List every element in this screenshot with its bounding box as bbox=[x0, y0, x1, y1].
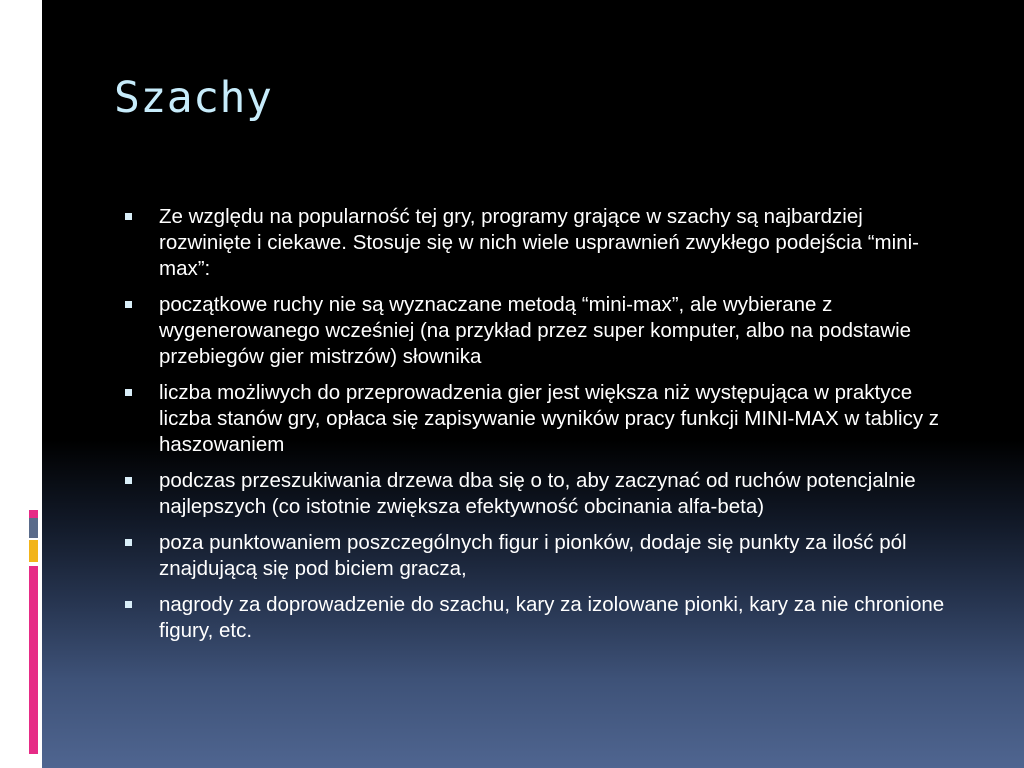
list-item bbox=[124, 380, 959, 458]
list-item bbox=[124, 468, 959, 520]
slide-title: Szachy bbox=[114, 73, 273, 123]
bullet-text: liczba możliwych do przeprowadzenia gier jest większa niż występująca w praktyce liczba stanów gry, opłaca się zapisywanie wyników pracy funkcji MINI-MAX w tablicy z haszowaniem bbox=[159, 381, 940, 456]
list-item bbox=[124, 204, 959, 282]
square-bullet-icon bbox=[125, 539, 132, 546]
square-bullet-icon bbox=[125, 301, 132, 308]
edge-bar-pink bbox=[29, 566, 38, 754]
list-item bbox=[124, 292, 959, 370]
bullet-text: Ze względu na popularność tej gry, programy grające w szachy są najbardziej rozwinięte i ciekawe. Stosuje się w nich wiele usprawnień zwykłego podejścia “mini-max”: bbox=[159, 205, 919, 280]
bullet-text: poza punktowaniem poszczególnych figur i pionków, dodaje się punkty za ilość pól znajdującą się pod biciem gracza, bbox=[159, 531, 907, 580]
edge-bar-top bbox=[29, 0, 38, 84]
square-bullet-icon bbox=[125, 213, 132, 220]
edge-bar-upper bbox=[29, 166, 38, 204]
edge-bar-yellow bbox=[29, 540, 38, 562]
edge-bar-slate bbox=[29, 518, 38, 538]
bullet-text: początkowe ruchy nie są wyznaczane metodą “mini-max”, ale wybierane z wygenerowanego wcześniej (na przykład przez super komputer, albo na podstawie przebiegów gier mistrzów) słownika bbox=[159, 293, 912, 368]
list-item bbox=[124, 592, 959, 644]
bullet-text: nagrody za doprowadzenie do szachu, kary za izolowane pionki, kary za nie chronione figury, etc. bbox=[159, 593, 945, 642]
square-bullet-icon bbox=[125, 389, 132, 396]
square-bullet-icon bbox=[125, 601, 132, 608]
list-item bbox=[124, 530, 959, 582]
bullet-list bbox=[124, 204, 959, 654]
square-bullet-icon bbox=[125, 477, 132, 484]
edge-bar-top-accent bbox=[29, 84, 38, 166]
bullet-text: podczas przeszukiwania drzewa dba się o to, aby zaczynać od ruchów potencjalnie najlepszych (co istotnie zwiększa efektywność obcinania alfa-beta) bbox=[159, 469, 916, 518]
